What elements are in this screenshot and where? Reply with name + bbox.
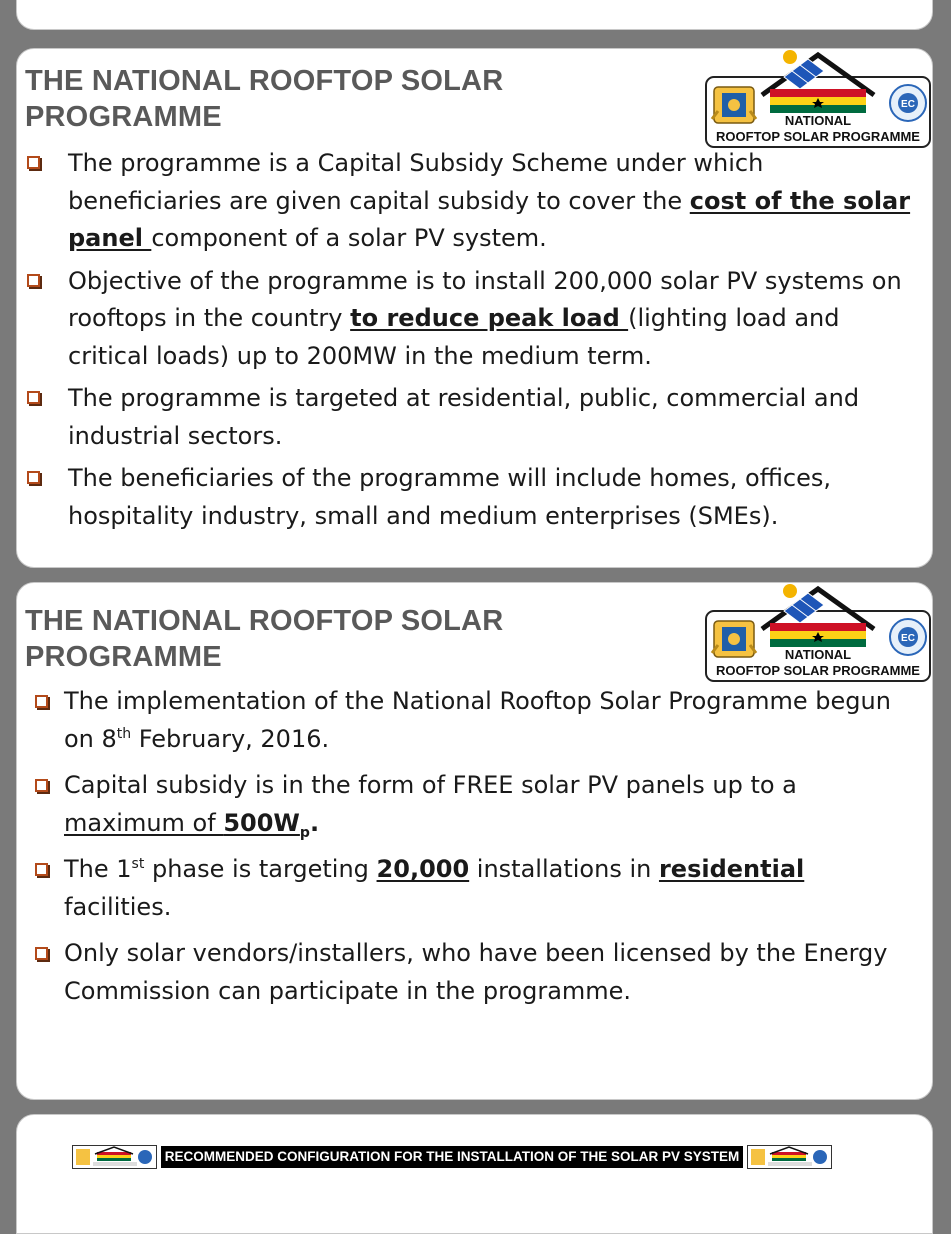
list-item: Only solar vendors/installers, who have been licensed by the Energy Commission can participate in the programme. bbox=[35, 935, 915, 1010]
checkbox-bullet-icon bbox=[35, 779, 48, 792]
svg-text:EC: EC bbox=[901, 99, 915, 110]
coat-of-arms-icon bbox=[712, 621, 756, 657]
bullet-list bbox=[35, 683, 915, 1019]
previous-slide-fragment bbox=[16, 0, 933, 30]
svg-text:EC: EC bbox=[901, 633, 915, 644]
list-item: The 1st phase is targeting 20,000 installations in residential facilities. bbox=[35, 851, 915, 926]
title-line-1: THE NATIONAL ROOFTOP SOLAR bbox=[25, 65, 504, 97]
slide-3 bbox=[16, 1114, 933, 1234]
list-item: The implementation of the National Rooftop Solar Programme begun on 8th February, 2016. bbox=[35, 683, 915, 758]
list-item: Capital subsidy is in the form of FREE solar PV panels up to a maximum of $500W_p$. bbox=[35, 767, 915, 842]
rooftop-solar-logo bbox=[700, 48, 933, 155]
list-item: The programme is a Capital Subsidy Scheme under which beneficiaries are given capital subsidy to cover the cost of the solar panel component of a solar PV system. bbox=[27, 145, 917, 258]
energy-commission-icon bbox=[890, 85, 926, 121]
sun-icon bbox=[783, 584, 797, 598]
checkbox-bullet-icon bbox=[35, 695, 48, 708]
slide-2 bbox=[16, 582, 933, 1100]
list-item: The beneficiaries of the programme will include homes, offices, hospitality industry, small and medium enterprises (SMEs). bbox=[27, 460, 917, 535]
slide-1 bbox=[16, 48, 933, 568]
checkbox-bullet-icon bbox=[35, 863, 48, 876]
title-line-2: PROGRAMME bbox=[25, 641, 222, 673]
slide-2-title bbox=[25, 603, 503, 675]
energy-commission-icon bbox=[890, 619, 926, 655]
checkbox-bullet-icon bbox=[27, 391, 40, 404]
list-item: Objective of the programme is to install 200,000 solar PV systems on rooftops in the country to reduce peak load (lighting load and critical loads) up to 200MW in the medium term. bbox=[27, 263, 917, 376]
bullet-list bbox=[27, 145, 917, 540]
checkbox-bullet-icon bbox=[27, 156, 40, 169]
coat-of-arms-icon bbox=[712, 87, 756, 123]
mini-logo-right bbox=[747, 1145, 832, 1169]
logo-programme-text: ROOFTOP SOLAR PROGRAMME bbox=[716, 663, 920, 678]
config-banner bbox=[72, 1145, 832, 1169]
list-item: The programme is targeted at residential, public, commercial and industrial sectors. bbox=[27, 380, 917, 455]
logo-programme-text: ROOFTOP SOLAR PROGRAMME bbox=[716, 129, 920, 144]
config-banner-text: RECOMMENDED CONFIGURATION FOR THE INSTALLATION OF THE SOLAR PV SYSTEM bbox=[161, 1146, 743, 1168]
logo-national-text: NATIONAL bbox=[784, 647, 852, 662]
title-line-1: THE NATIONAL ROOFTOP SOLAR bbox=[25, 605, 504, 637]
checkbox-bullet-icon bbox=[27, 274, 40, 287]
mini-logo-left bbox=[72, 1145, 157, 1169]
checkbox-bullet-icon bbox=[35, 947, 48, 960]
rooftop-solar-logo bbox=[700, 582, 933, 689]
checkbox-bullet-icon bbox=[27, 471, 40, 484]
title-line-2: PROGRAMME bbox=[25, 101, 222, 133]
slide-1-title bbox=[25, 63, 503, 135]
sun-icon bbox=[783, 50, 797, 64]
logo-national-text: NATIONAL bbox=[784, 113, 852, 128]
